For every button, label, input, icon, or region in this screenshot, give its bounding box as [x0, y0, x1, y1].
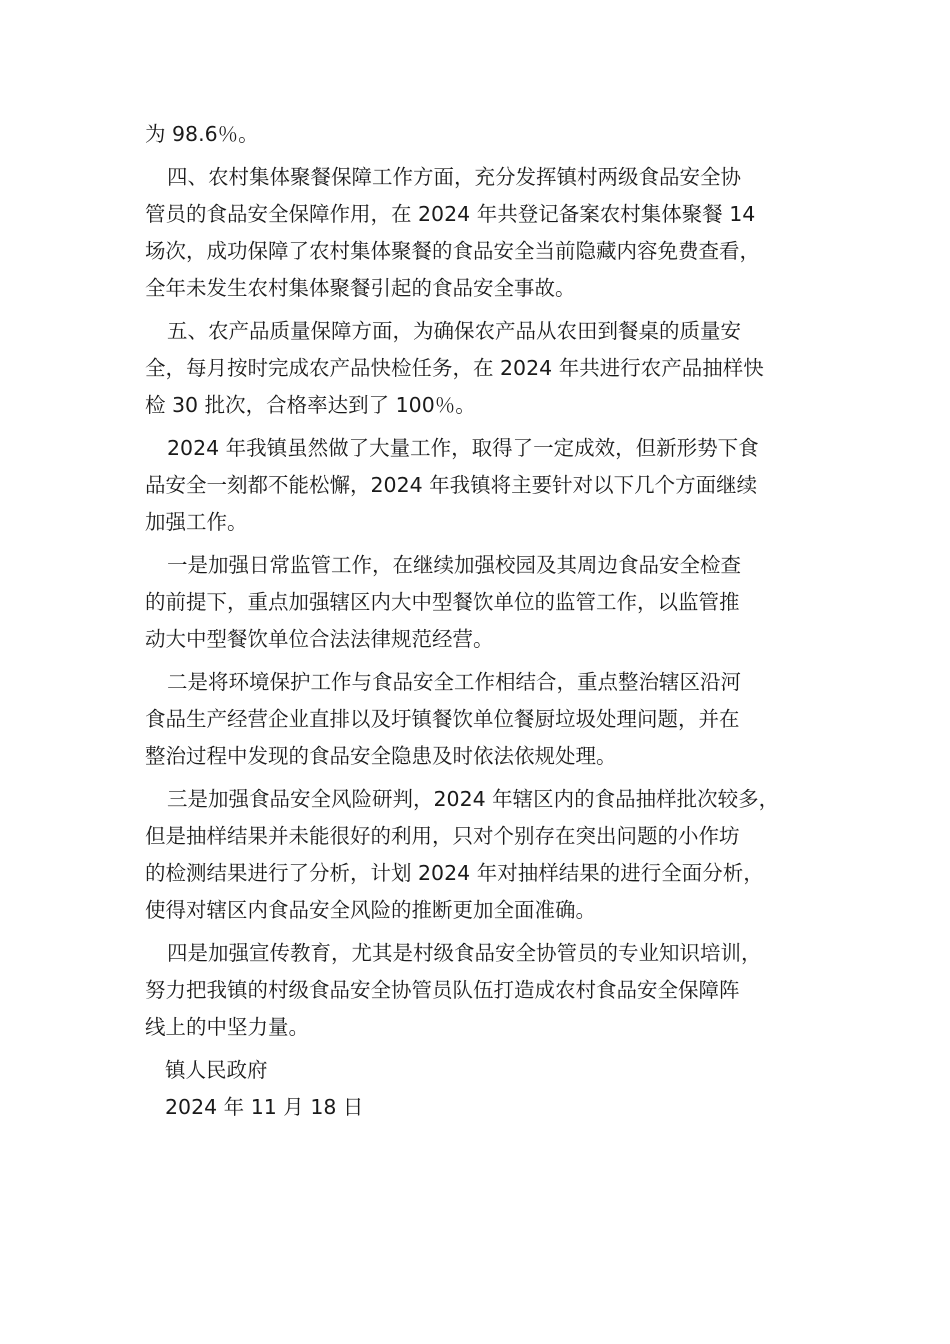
signature-block [145, 1052, 810, 1126]
text-line: 的前提下，重点加强辖区内大中型餐饮单位的监管工作，以监管推 [145, 590, 740, 614]
paragraph-plan-one [145, 547, 810, 658]
text-line: 检 30 批次，合格率达到了 100％。 [145, 393, 476, 417]
text-line: 使得对辖区内食品安全风险的推断更加全面准确。 [145, 898, 596, 922]
text-line: 五、农产品质量保障方面，为确保农产品从农田到餐桌的质量安 [167, 319, 741, 343]
text-line: 努力把我镇的村级食品安全协管员队伍打造成农村食品安全保障阵 [145, 978, 740, 1002]
text-line: 品安全一刻都不能松懈，2024 年我镇将主要针对以下几个方面继续 [145, 473, 758, 497]
text-line: 场次，成功保障了农村集体聚餐的食品安全当前隐藏内容免费查看， [145, 239, 760, 263]
text-line: 的检测结果进行了分析，计划 2024 年对抽样结果的进行全面分析， [145, 861, 764, 885]
document-body [145, 116, 810, 1126]
paragraph-plan-four [145, 935, 810, 1046]
signature-org: 镇人民政府 [165, 1058, 268, 1082]
text-line: 食品生产经营企业直排以及圩镇餐饮单位餐厨垃圾处理问题，并在 [145, 707, 740, 731]
text-line: 四是加强宣传教育，尤其是村级食品安全协管员的专业知识培训， [167, 941, 762, 965]
text-line: 但是抽样结果并未能很好的利用，只对个别存在突出问题的小作坊 [145, 824, 740, 848]
text-line: 加强工作。 [145, 510, 248, 534]
signature-date: 2024 年 11 月 18 日 [165, 1095, 364, 1119]
text-line: 四、农村集体聚餐保障工作方面，充分发挥镇村两级食品安全协 [167, 165, 741, 189]
text-line: 二是将环境保护工作与食品安全工作相结合，重点整治辖区沿河 [167, 670, 741, 694]
paragraph-summary [145, 430, 810, 541]
text-line: 一是加强日常监管工作，在继续加强校园及其周边食品安全检查 [167, 553, 741, 577]
paragraph-plan-two [145, 664, 810, 775]
text-line: 三是加强食品安全风险研判，2024 年辖区内的食品抽样批次较多， [167, 787, 780, 811]
paragraph-rural-banquet [145, 159, 810, 307]
text-line: 全，每月按时完成农产品快检任务，在 2024 年共进行农产品抽样快 [145, 356, 764, 380]
text-line: 全年未发生农村集体聚餐引起的食品安全事故。 [145, 276, 576, 300]
paragraph-continuation [145, 116, 810, 153]
text-line: 线上的中坚力量。 [145, 1015, 309, 1039]
text-line: 整治过程中发现的食品安全隐患及时依法依规处理。 [145, 744, 617, 768]
paragraph-plan-three [145, 781, 810, 929]
paragraph-agri-quality [145, 313, 810, 424]
text-line: 动大中型餐饮单位合法法律规范经营。 [145, 627, 494, 651]
text-line: 管员的食品安全保障作用，在 2024 年共登记备案农村集体聚餐 14 [145, 202, 756, 226]
text-line: 2024 年我镇虽然做了大量工作，取得了一定成效，但新形势下食 [167, 436, 759, 460]
text-line: 为 98.6％。 [145, 122, 259, 146]
